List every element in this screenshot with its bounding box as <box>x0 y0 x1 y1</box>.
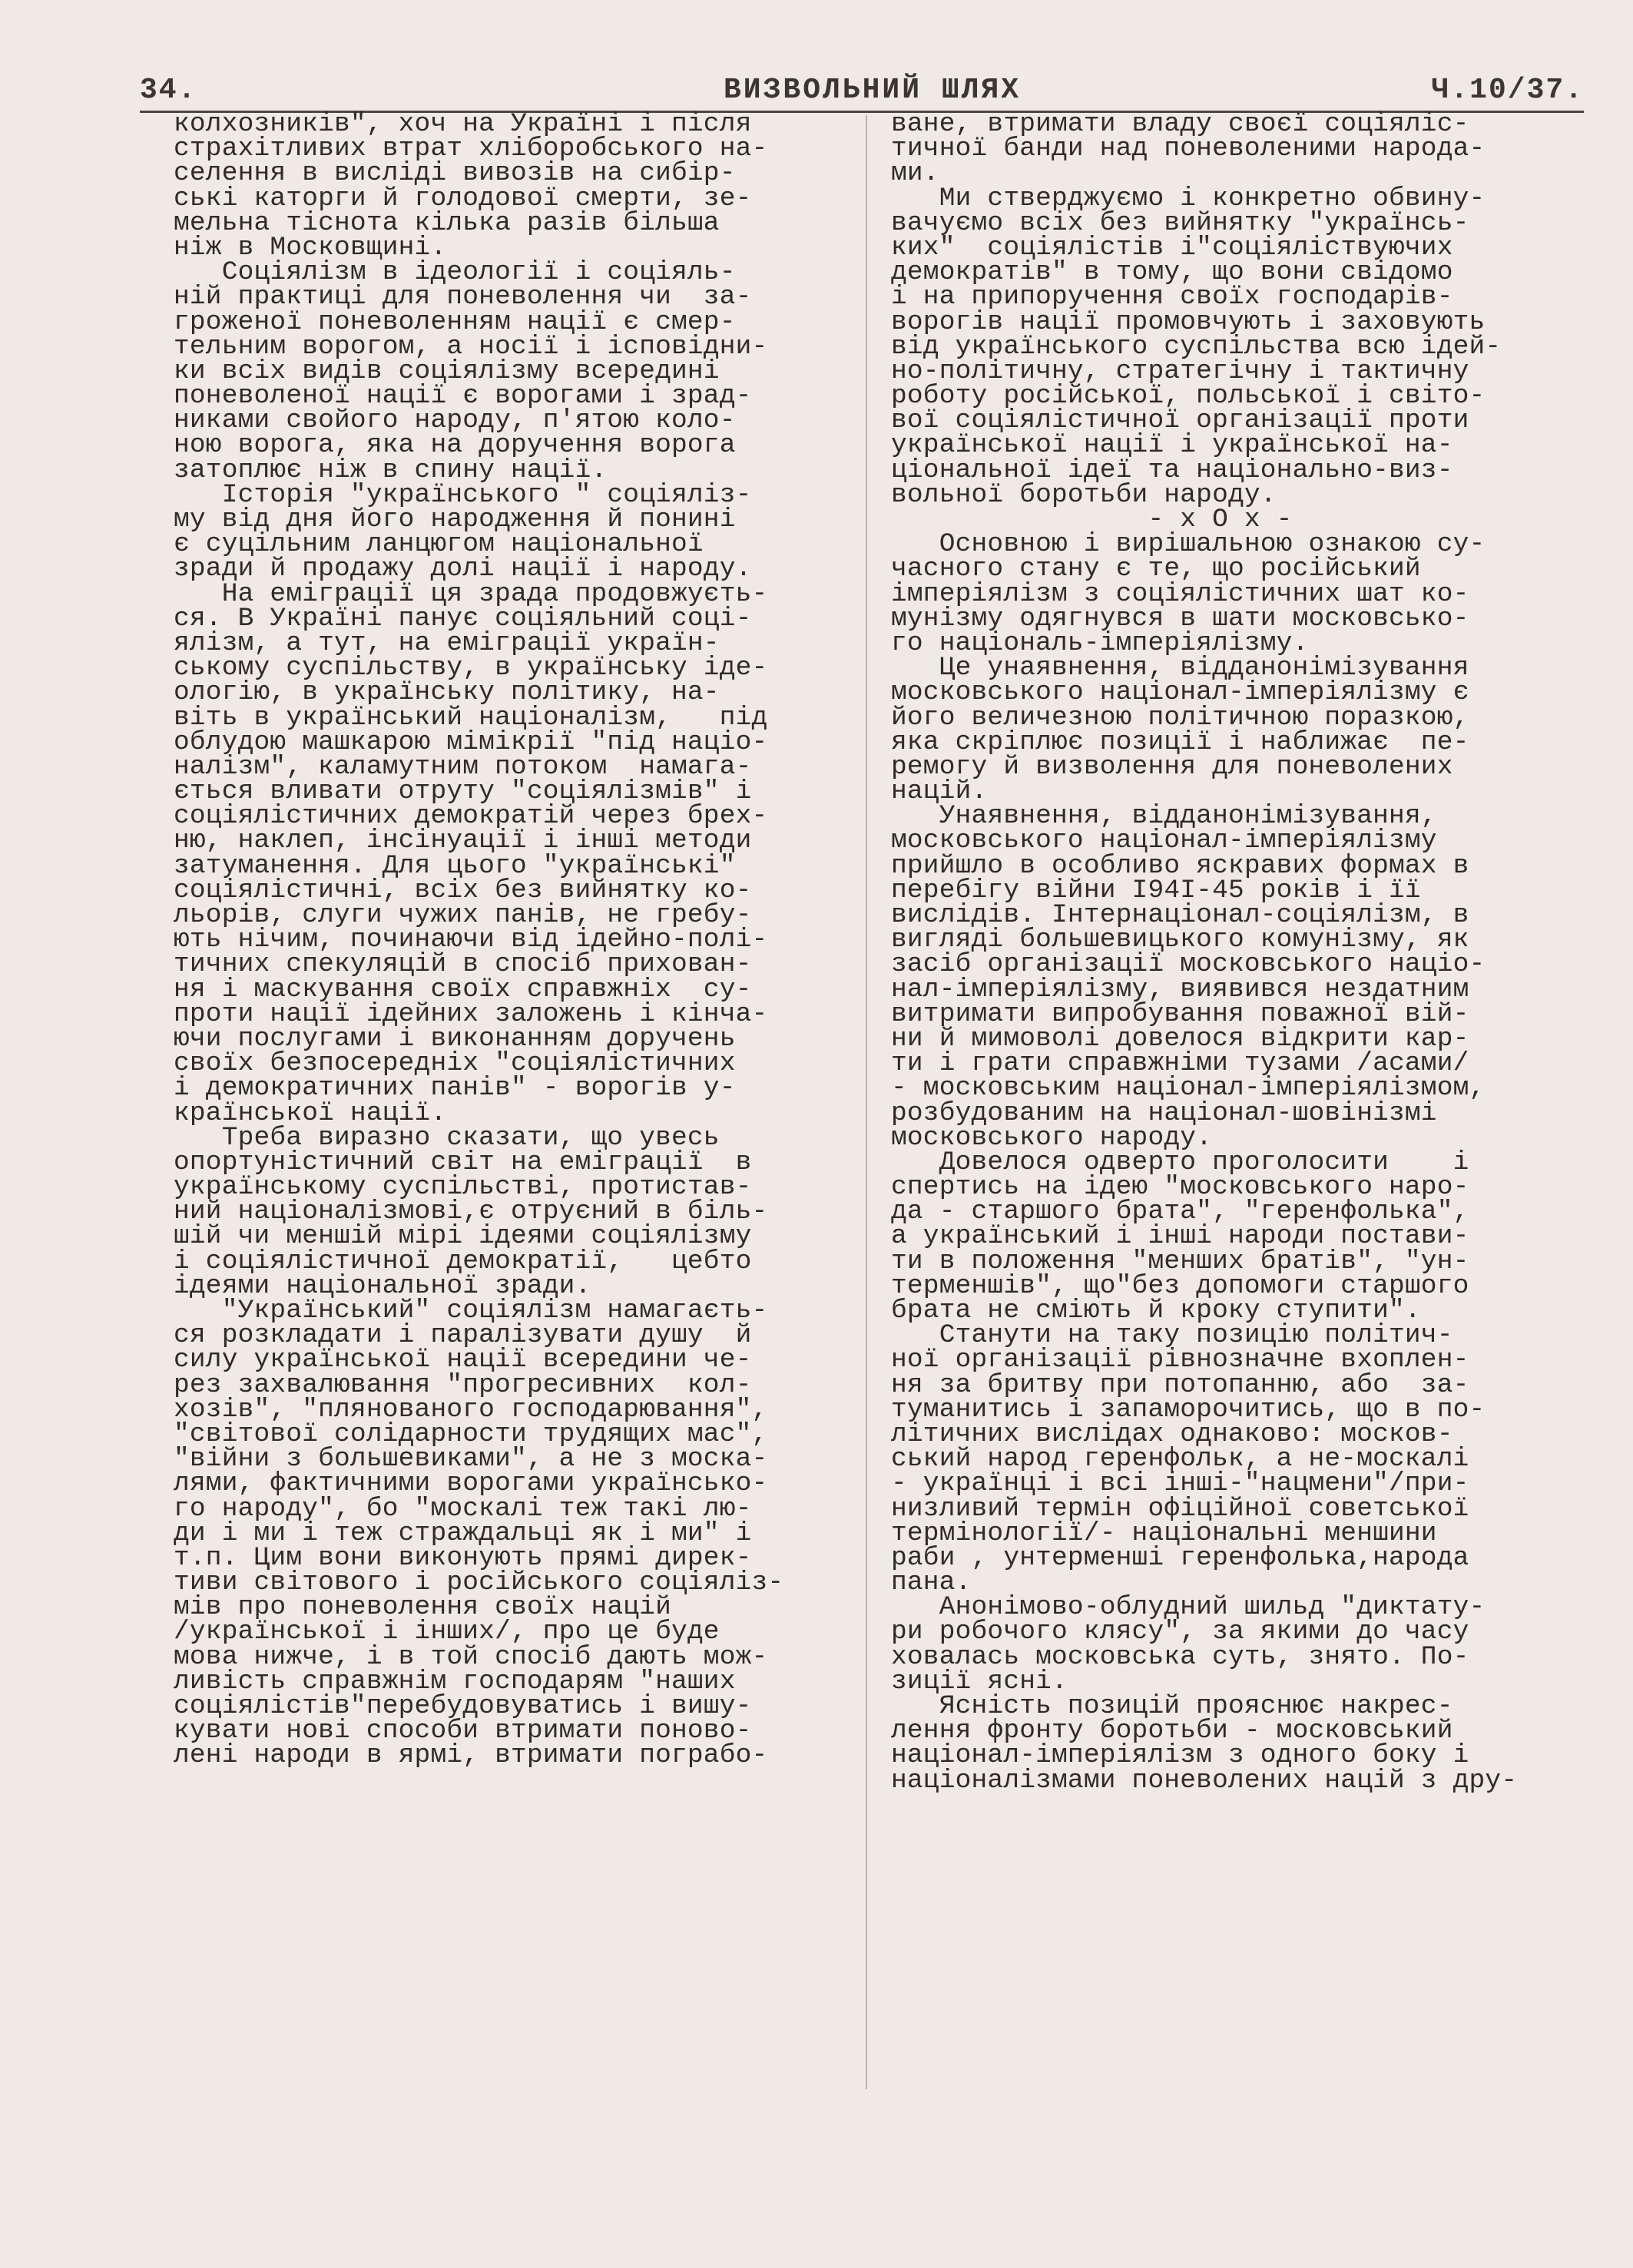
text-line: ють нічим, починаючи від ідейно-полі- <box>174 925 768 955</box>
left-column <box>174 109 850 1771</box>
text-line: прийшло в особливо яскравих формах в <box>891 850 1469 881</box>
text-line: ідеями національної зради. <box>174 1270 591 1301</box>
text-line: ри робочого кляcу", за якими до часу <box>891 1617 1469 1647</box>
text-line: перебігу війни I94I-45 років і її <box>891 875 1421 906</box>
text-line: страхітливих втрат хліборобського на- <box>174 134 768 164</box>
text-line: На еміграції ця зрада продовжуєть- <box>174 578 768 609</box>
text-line: Довелося одверто проголосити і <box>891 1147 1469 1177</box>
text-line: ється вливати отруту "соціялізмів" і <box>174 776 752 807</box>
text-line: ване, втримати владу своєї соціяліс- <box>891 109 1469 139</box>
journal-title: ВИЗВОЛЬНИЙ ШЛЯХ <box>724 74 1022 107</box>
text-line: тельним ворогом, а носії і ісповідни- <box>174 331 768 362</box>
text-line: соціялістичних демократій через брех- <box>174 801 768 832</box>
text-line: раби , унтерменші геренфолька,народа <box>891 1542 1469 1573</box>
text-line: ському суспільству, в українську іде- <box>174 653 768 684</box>
text-line: демократів" в тому, що вони свідомо <box>891 257 1453 288</box>
text-line: тиви світового і російського соціяліз- <box>174 1568 784 1598</box>
text-line: і демократичних панів" - ворогів у- <box>174 1073 736 1104</box>
text-line: вислідів. Інтернаціонал-соціялізм, в <box>891 900 1469 930</box>
text-line: но-політичну, стратегічну і тактичну <box>891 356 1469 386</box>
text-line: спертись на ідею "московського наро- <box>891 1172 1469 1203</box>
text-line: мова нижче, і в той спосіб дають мож- <box>174 1641 768 1672</box>
text-line: опортуністичний світ на еміграції в <box>174 1147 752 1177</box>
text-line: витримати випробування поважної вій- <box>891 998 1469 1029</box>
text-line: хозів", "плянованого господарювання", <box>174 1394 768 1425</box>
text-line: Соціялізм в ідеології і соціяль- <box>174 257 736 288</box>
text-line: го національ-імперіялізму. <box>891 627 1309 658</box>
text-line: вачуємо всіх без вийнятку "українсь- <box>891 207 1469 238</box>
text-line: ких" соціялістів і"соціяліствуючих <box>891 232 1453 263</box>
text-line: кувати нові способи втримати поново- <box>174 1716 752 1747</box>
text-line: націонал-імперіялізм з одного боку і <box>891 1740 1469 1771</box>
column-divider <box>866 115 867 2089</box>
text-line: націй. <box>891 776 988 807</box>
text-line: туманитись і запаморочитись, що в по- <box>891 1394 1486 1425</box>
text-line: силу української нації всередини че- <box>174 1345 752 1376</box>
text-line: низливий термін офіційної советської <box>891 1493 1469 1524</box>
text-line: ти і грати справжніми тузами /асами/ <box>891 1048 1469 1079</box>
text-line: - московським націонал-імперіялізмом, <box>891 1073 1486 1104</box>
text-line: роботу російської, польської і світо- <box>891 381 1486 412</box>
text-line: ливість справжнім господарям "наших <box>174 1666 736 1697</box>
text-line: затуманення. Для цього "українські" <box>174 850 736 881</box>
text-line: ялізм, а тут, на еміграції україн- <box>174 627 720 658</box>
text-line: му від дня його народження й понині <box>174 505 736 535</box>
text-line: ти в положення "менших братів", "ун- <box>891 1246 1469 1276</box>
text-line: Унаявнення, відданонімізування, <box>891 801 1437 832</box>
text-line: проти нації ідейних заложень і кінча- <box>174 998 768 1029</box>
text-line: українському суспільстві, протистав- <box>174 1172 752 1203</box>
text-line: лені народи в ярмі, втримати пограбо- <box>174 1740 768 1771</box>
text-line: лями, фактичними ворогами українсько- <box>174 1468 768 1499</box>
text-line: "війни з большевиками", а не з москa- <box>174 1444 768 1475</box>
text-line: колхозників", хоч на Україні і після <box>174 109 752 139</box>
text-line: шій чи меншій мірі ідеями соціялізму <box>174 1221 752 1252</box>
text-line: ня і маскування своїх справжніх су- <box>174 974 752 1005</box>
text-line: і соціялістичної демократії, цебто <box>174 1246 752 1276</box>
text-line: ся. В Україні панує соціяльний соці- <box>174 603 752 634</box>
text-line: ний націоналізмові,є отруєний в біль- <box>174 1197 768 1227</box>
text-line: Це унаявнення, відданонімізування <box>891 653 1469 684</box>
text-line: льорів, слуги чужих панів, не гребу- <box>174 900 752 930</box>
text-line: ки всіх видів соціялізму всередині <box>174 356 720 386</box>
text-line: часного стану є те, що російський <box>891 554 1421 584</box>
text-line: ціональної ідеї та національно-виз- <box>891 455 1453 485</box>
text-line: "світової солідарности трудящих мас", <box>174 1419 768 1449</box>
text-line: ної організації рівнозначне вхоплен- <box>891 1345 1469 1376</box>
text-line: української нації і української на- <box>891 430 1453 461</box>
text-line: вигляді большевицького комунізму, як <box>891 925 1469 955</box>
right-column <box>891 109 1582 1796</box>
text-line: націоналізмами поневолених націй з дру- <box>891 1765 1518 1796</box>
text-line: Треба виразно сказати, що увесь <box>174 1122 720 1153</box>
text-line: пана. <box>891 1568 972 1598</box>
text-line: облудою машкарою мімікрії "під націо- <box>174 727 768 757</box>
text-line: рез захвалювання "прогресивних кол- <box>174 1369 752 1400</box>
text-line: ною ворога, яка на доручення ворога <box>174 430 736 461</box>
text-line: і на припоручення своїх господарів- <box>891 282 1453 313</box>
text-line: мельна тіснота кілька разів більша <box>174 207 720 238</box>
text-line: ни й мимоволі довелося відкрити кар- <box>891 1023 1469 1054</box>
text-line: ди і ми і теж страждальці як і ми" і <box>174 1518 752 1548</box>
text-line: є суцільним ланцюгом національної <box>174 529 704 560</box>
text-line: соціялістів"перебудовуватись і вишу- <box>174 1691 752 1721</box>
text-line: зради й продажу долі нації і народу. <box>174 554 752 584</box>
text-line: ній практиці для поневолення чи за- <box>174 282 752 313</box>
text-line: ми. <box>891 158 939 189</box>
text-line: да - старшого брата", "геренфолька", <box>891 1197 1469 1227</box>
text-line: вої соціялістичної організації проти <box>891 406 1469 436</box>
text-line: ворогів нації промовчують і заховують <box>891 306 1486 337</box>
text-line: ський народ геренфольк, а не-москалі <box>891 1444 1469 1475</box>
text-line: Основною і вирішальною ознакою су- <box>891 529 1486 560</box>
text-line: ховалась московська суть, знято. По- <box>891 1641 1469 1672</box>
text-line: /української і інших/, про це буде <box>174 1617 720 1647</box>
text-line: ніж в Московщині. <box>174 232 447 263</box>
text-line: ремогу й визволення для поневолених <box>891 751 1453 782</box>
text-line: мунізму одягнувся в шати московсько- <box>891 603 1469 634</box>
text-line: брата не сміють й кроку ступити". <box>891 1296 1421 1326</box>
text-line: Історія "українського " соціяліз- <box>174 479 752 510</box>
text-line: селення в висліді вивозів на сибір- <box>174 158 736 189</box>
text-line: т.п. Цим вони виконують прямі дирек- <box>174 1542 752 1573</box>
text-line: ню, наклеп, інсінуації і інші методи <box>174 826 752 856</box>
text-line: Ми стверджуємо і конкретно обвину- <box>891 183 1486 214</box>
text-line: терменшів", що"без допомоги старшого <box>891 1270 1469 1301</box>
text-line: никами свойого народу, п'ятою коло- <box>174 406 736 436</box>
text-line: тичної банди над поневоленими народа- <box>891 134 1486 164</box>
text-line: московського народу. <box>891 1122 1213 1153</box>
text-line: поневоленої нації є ворогами і зрад- <box>174 381 752 412</box>
text-line: нал-імперіялізму, виявився нездатним <box>891 974 1469 1005</box>
text-line: гроженої поневоленням нації є смер- <box>174 306 736 337</box>
text-line: московського націонал-імперіялізму є <box>891 677 1469 708</box>
text-line: налізм", каламутним потоком намага- <box>174 751 752 782</box>
text-line: ські каторги й голодової смерти, зе- <box>174 183 752 214</box>
text-line: Ясність позицій прояснює накрес- <box>891 1691 1453 1721</box>
text-line: тичних спекуляцій в спосіб прихован- <box>174 949 752 980</box>
text-line: яка скріплює позиції і наближає пе- <box>891 727 1469 757</box>
text-line: - українці і всі інші-"нацмени"/при- <box>891 1468 1469 1499</box>
text-line: зиції ясні. <box>891 1666 1068 1697</box>
text-line: а український і інші народи постави- <box>891 1221 1469 1252</box>
text-line: Анонімово-облудний шильд "диктату- <box>891 1592 1486 1623</box>
text-line: засіб організації московського націо- <box>891 949 1486 980</box>
text-line: його величезною політичною поразкою, <box>891 702 1469 733</box>
text-line: соціялістичні, всіх без вийнятку ко- <box>174 875 752 906</box>
text-line: віть в український націоналізм, під <box>174 702 768 733</box>
text-line: - x O x - <box>891 505 1293 535</box>
text-line: "Український" соціялізм намагаєть- <box>174 1296 768 1326</box>
text-line: літичних вислідах однаково: москов- <box>891 1419 1453 1449</box>
text-line: го народу", бо "москалі теж такі лю- <box>174 1493 752 1524</box>
text-line: затоплює ніж в спину нації. <box>174 455 608 485</box>
text-line: Станути на таку позицію політич- <box>891 1320 1453 1351</box>
text-line: від українського суспільства всю ідей- <box>891 331 1502 362</box>
text-line: своїх безпосередніх "соціялістичних <box>174 1048 736 1079</box>
text-line: мів про поневолення своїх націй <box>174 1592 672 1623</box>
text-line: вольної боротьби народу. <box>891 479 1277 510</box>
text-line: розбудованим на націонал-шовінізмі <box>891 1098 1437 1128</box>
text-line: ологію, в українську політику, на- <box>174 677 720 708</box>
text-line: московського націонал-імперіялізму <box>891 826 1437 856</box>
text-line: ся розкладати і паралізувати душу й <box>174 1320 752 1351</box>
text-line: ючи послугами і виконанням доручень <box>174 1023 736 1054</box>
page-number: 34. <box>140 74 197 107</box>
text-line: ня за бритву при потопанню, або за- <box>891 1369 1469 1400</box>
text-line: країнської нації. <box>174 1098 447 1128</box>
issue-number: Ч.10/37. <box>1431 74 1584 107</box>
text-line: лення фронту боротьби - московський <box>891 1716 1453 1747</box>
text-line: імперіялізм з соціялістичних шат ко- <box>891 578 1469 609</box>
text-line: термінології/- національні меншини <box>891 1518 1437 1548</box>
